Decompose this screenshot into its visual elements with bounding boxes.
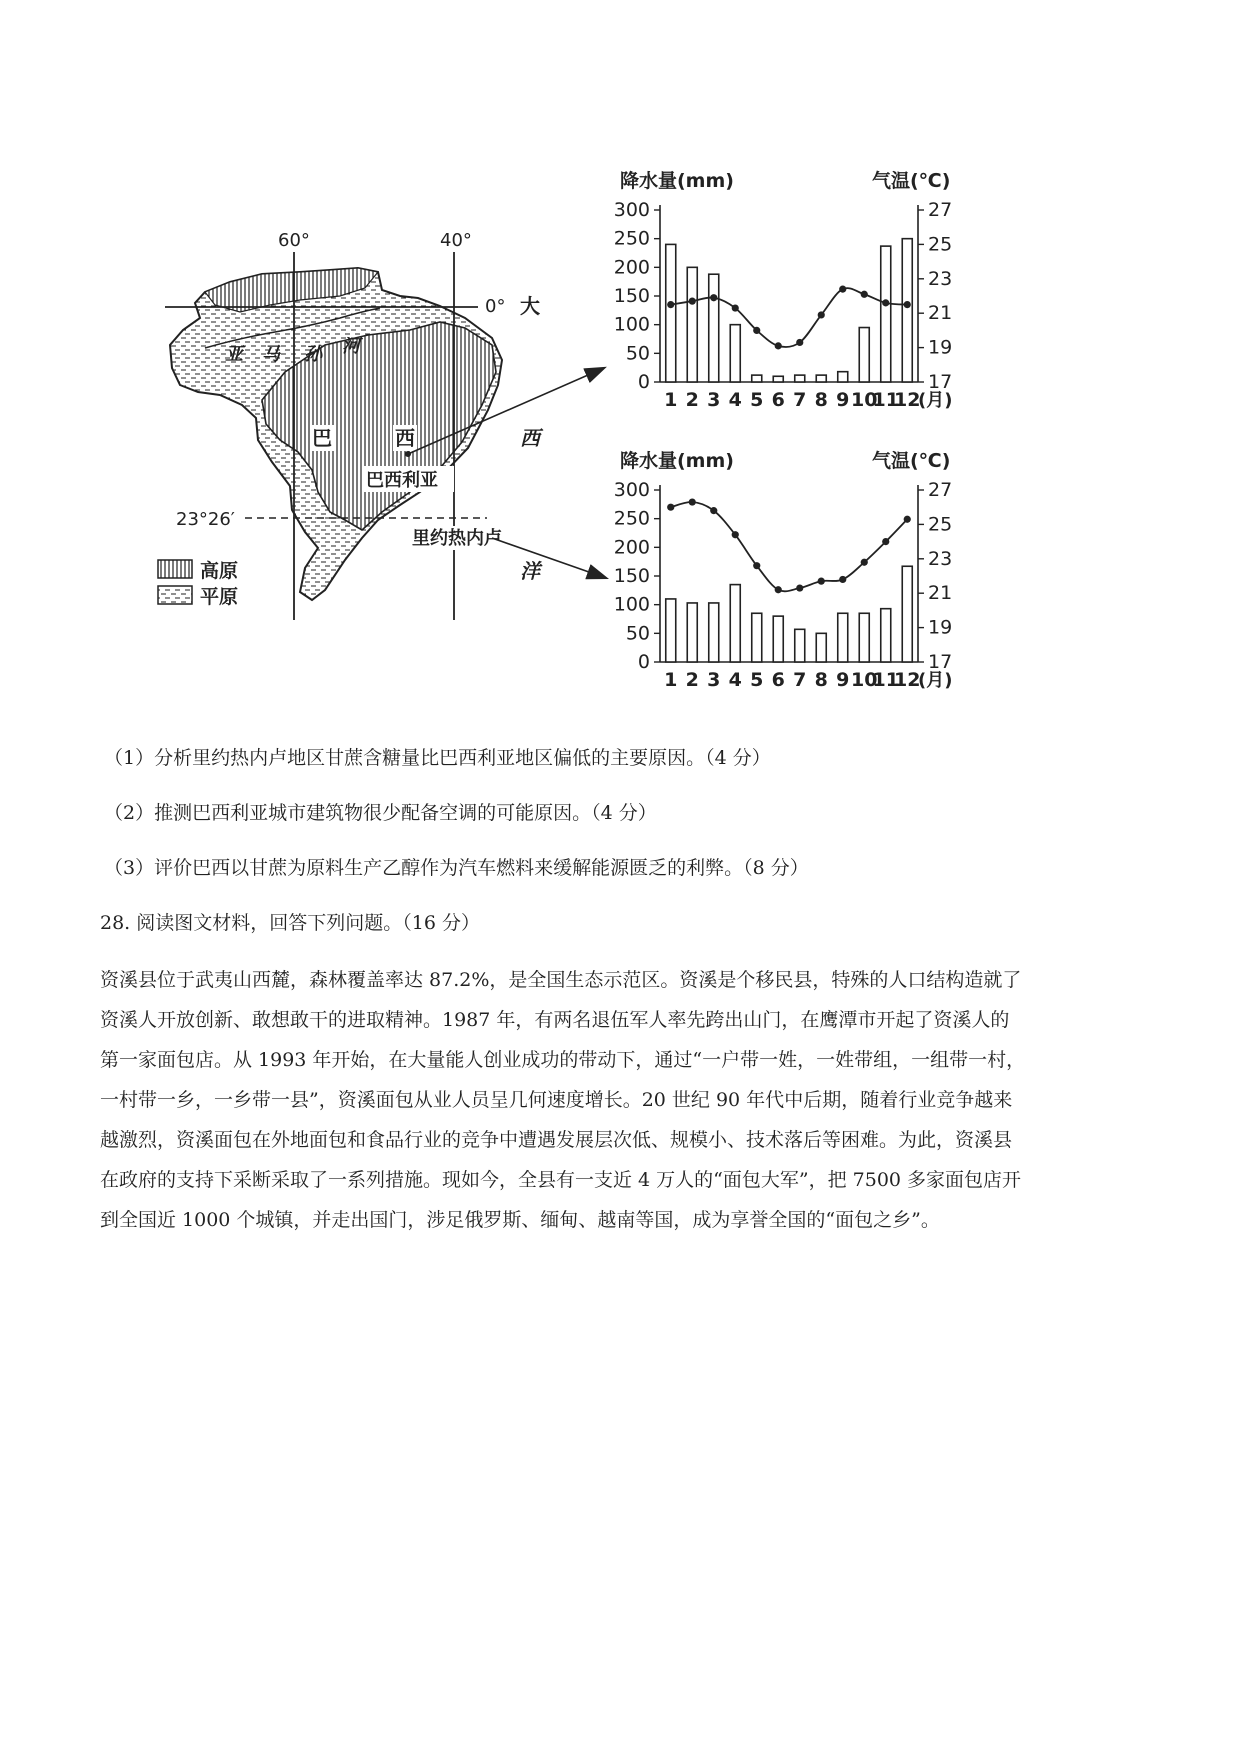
chart2-right-tick-label: 19 (928, 616, 953, 639)
chart1-month-label: 8 (814, 389, 828, 411)
chart2-precip-bar (795, 629, 805, 662)
chart2-right-tick-label: 27 (928, 479, 953, 501)
chart1-precip-bar (752, 375, 762, 382)
arrow-to-rio-chart (492, 538, 606, 578)
chart2-left-tick-label: 0 (637, 651, 650, 673)
chart1-temperature-point (839, 286, 846, 293)
chart2-temperature-line (671, 502, 908, 591)
chart1-temperature-point (753, 327, 760, 334)
chart1-month-label: 1 (664, 389, 678, 411)
chart2-left-tick-label: 150 (613, 565, 650, 587)
chart2-left-tick-label: 50 (625, 622, 650, 645)
chart2-month-label: 1 (664, 669, 678, 691)
chart2-precip-bar (859, 613, 869, 662)
chart1-month-label: 4 (728, 389, 742, 411)
chart1-left-tick-label: 150 (613, 285, 650, 307)
chart1-temperature-point (861, 291, 868, 298)
chart2-temperature-point (818, 578, 825, 585)
chart1-right-tick-label: 25 (928, 233, 953, 256)
chart1-left-tick-label: 200 (613, 256, 650, 279)
passage-line: 越激烈，资溪面包在外地面包和食品行业的竞争中遭遇发展层次低、规模小、技术落后等困难。为此，资溪县 (100, 1129, 1013, 1151)
chart2-month-label: 6 (771, 669, 785, 691)
chart1-month-label: 7 (793, 389, 807, 411)
passage-line: 资溪人开放创新、敢想敢干的进取精神。1987 年，有两名退伍军人率先跨出山门，在鹰潭市开起了资溪人的 (100, 1009, 1010, 1031)
chart1-temperature-point (818, 311, 825, 318)
question-2: （2）推测巴西利亚城市建筑物很少配备空调的可能原因。（4 分） (104, 802, 657, 824)
chart1-month-label: 12 (894, 389, 921, 411)
chart2-precip-bar (666, 599, 676, 662)
chart1-temperature-point (796, 339, 803, 346)
chart1-x-unit: (月) (918, 390, 953, 411)
chart2-precip-bar (687, 603, 697, 662)
chart1-precip-bar (859, 328, 869, 382)
chart1-temperature-point (689, 298, 696, 305)
chart2-month-label: 9 (836, 669, 850, 691)
country-label-2: 西 (395, 426, 415, 450)
chart2-left-tick-label: 250 (613, 507, 650, 530)
chart1-precip-bar (838, 372, 848, 382)
chart2-month-label: 5 (750, 669, 764, 691)
chart2-right-tick-label: 21 (928, 582, 953, 605)
chart2-precip-bar (730, 585, 740, 662)
river-label-3: 孙 (304, 344, 322, 365)
chart1-temperature-line (671, 288, 908, 347)
chart2-precip-bar (709, 603, 719, 662)
chart2-precip-bar (881, 609, 891, 662)
chart2-temperature-point (839, 576, 846, 583)
chart1-right-tick-label: 21 (928, 302, 953, 325)
chart1-temperature-point (882, 299, 889, 306)
chart1-precip-bar (816, 375, 826, 382)
river-label-1: 亚 (225, 344, 243, 365)
chart2-left-tick-label: 100 (613, 593, 650, 616)
chart1-left-tick-label: 50 (625, 342, 650, 365)
country-label-1: 巴 (312, 426, 332, 450)
chart1-precip-bar (666, 244, 676, 382)
chart1-precip-bar (795, 375, 805, 382)
legend-plateau-swatch (158, 560, 192, 578)
chart1-month-label: 11 (872, 389, 899, 411)
chart2-precip-bar (752, 613, 762, 662)
chart2-month-label: 11 (872, 669, 899, 691)
figure (0, 0, 1241, 700)
passage-line: 第一家面包店。从 1993 年开始，在大量能人创业成功的带动下，通过“一户带一姓，一姓带组，一组带一村， (100, 1049, 1026, 1071)
chart1-left-tick-label: 300 (613, 199, 650, 221)
question-1: （1）分析里约热内卢地区甘蔗含糖量比巴西利亚地区偏低的主要原因。（4 分） (104, 747, 771, 769)
brasilia-label: 巴西利亚 (366, 470, 438, 491)
chart2-right-tick-label: 23 (928, 547, 953, 570)
chart2-right-tick-label: 25 (928, 513, 953, 536)
chart2-temperature-point (796, 584, 803, 591)
chart1-precip-bar (773, 376, 783, 382)
chart1-right-tick-label: 17 (928, 371, 953, 393)
chart2-left-tick-label: 300 (613, 479, 650, 501)
chart2-precip-bar (816, 633, 826, 662)
chart1-month-label: 3 (707, 389, 721, 411)
chart1-precip-bar (881, 246, 891, 382)
chart2-left-tick-label: 200 (613, 536, 650, 559)
chart2-x-unit: (月) (918, 670, 953, 691)
rio-label: 里约热内卢 (412, 528, 502, 549)
climate-chart-rio (614, 449, 953, 691)
chart2-temperature-point (689, 498, 696, 505)
chart2-precip-bar (773, 616, 783, 662)
chart2-month-label: 3 (707, 669, 721, 691)
chart2-month-label: 4 (728, 669, 742, 691)
chart1-right-tick-label: 27 (928, 199, 953, 221)
lon-60-label: 60° (278, 230, 310, 251)
brazil-map (158, 230, 606, 620)
chart2-month-label: 12 (894, 669, 921, 691)
lon-40-label: 40° (440, 230, 472, 251)
chart2-month-label: 10 (851, 669, 878, 691)
chart2-month-label: 7 (793, 669, 807, 691)
ocean-label-2: 西 (520, 426, 540, 450)
chart1-month-label: 6 (771, 389, 785, 411)
chart1-precip-bar (687, 267, 697, 382)
chart1-left-tick-label: 100 (613, 313, 650, 336)
chart1-left-axis-title: 降水量(mm) (620, 170, 734, 192)
chart1-month-label: 10 (851, 389, 878, 411)
chart2-left-axis-title: 降水量(mm) (620, 450, 734, 472)
chart2-temperature-point (775, 586, 782, 593)
chart1-precip-bar (709, 274, 719, 382)
question-3: （3）评价巴西以甘蔗为原料生产乙醇作为汽车燃料来缓解能源匮乏的利弊。（8 分） (104, 857, 809, 879)
chart1-month-label: 9 (836, 389, 850, 411)
chart1-right-axis-title: 气温(℃) (872, 170, 951, 192)
chart2-month-label: 8 (814, 669, 828, 691)
chart2-precip-bar (902, 566, 912, 662)
chart1-temperature-point (904, 301, 911, 308)
chart1-temperature-point (710, 294, 717, 301)
chart2-temperature-point (904, 516, 911, 523)
chart2-right-axis-title: 气温(℃) (872, 450, 951, 472)
ocean-label-3: 洋 (520, 559, 540, 583)
chart1-month-label: 5 (750, 389, 764, 411)
chart1-temperature-point (667, 301, 674, 308)
chart1-month-label: 2 (685, 389, 699, 411)
passage-line: 资溪县位于武夷山西麓，森林覆盖率达 87.2%，是全国生态示范区。资溪是个移民县，特殊的人口结构造就了 (100, 969, 1022, 991)
legend-plain-swatch (158, 586, 192, 604)
chart2-temperature-point (710, 507, 717, 514)
chart2-temperature-point (753, 562, 760, 569)
chart2-precip-bar (838, 613, 848, 662)
tropic-label: 23°26′ (176, 509, 235, 530)
section-28-passage (100, 960, 1140, 1240)
chart2-month-label: 2 (685, 669, 699, 691)
climate-chart-brasilia (614, 169, 953, 411)
chart1-temperature-point (732, 304, 739, 311)
chart1-left-tick-label: 0 (637, 371, 650, 393)
chart1-right-tick-label: 19 (928, 336, 953, 359)
chart1-precip-bar (730, 325, 740, 382)
passage-line: 到全国近 1000 个城镇，并走出国门，涉足俄罗斯、缅甸、越南等国，成为享誉全国的“面包之乡”。 (100, 1209, 940, 1231)
equator-label: 0° (485, 296, 506, 317)
legend-plateau-label: 高原 (200, 560, 239, 582)
passage-line: 在政府的支持下采断采取了一系列措施。现如今，全县有一支近 4 万人的“面包大军”，把 7500 多家面包店开 (100, 1169, 1022, 1191)
chart2-temperature-point (861, 559, 868, 566)
chart1-precip-bar (902, 239, 912, 382)
ocean-label-1: 大 (520, 294, 540, 318)
chart1-right-tick-label: 23 (928, 267, 953, 290)
chart2-temperature-point (667, 504, 674, 511)
passage-line: 一村带一乡，一乡带一县”，资溪面包从业人员呈几何速度增长。20 世纪 90 年代中后期，随着行业竞争越来 (100, 1089, 1013, 1111)
river-label-4: 河 (342, 336, 360, 357)
section-28-title: 28. 阅读图文材料，回答下列问题。（16 分） (100, 912, 480, 934)
river-label-2: 马 (262, 344, 280, 365)
chart1-left-tick-label: 250 (613, 227, 650, 250)
legend-plain-label: 平原 (200, 586, 239, 608)
chart2-right-tick-label: 17 (928, 651, 953, 673)
chart2-temperature-point (732, 531, 739, 538)
chart1-temperature-point (775, 342, 782, 349)
chart2-temperature-point (882, 538, 889, 545)
